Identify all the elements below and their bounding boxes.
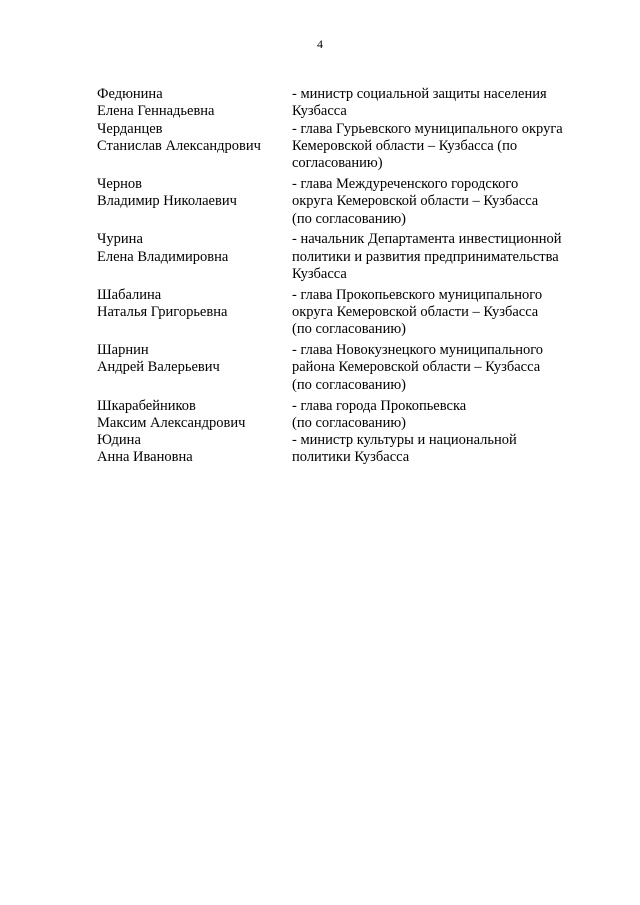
- member-list: [97, 86, 597, 467]
- member-entry: [97, 121, 597, 173]
- role-line: Кузбасса: [292, 265, 347, 282]
- role-line: политики Кузбасса: [292, 449, 410, 466]
- name-line: Черданцев: [97, 120, 163, 137]
- name-line: Елена Геннадьевна: [97, 103, 215, 120]
- member-name: [97, 121, 292, 173]
- member-role: [292, 176, 597, 228]
- name-line: Чернов: [97, 175, 142, 192]
- member-name: [97, 86, 292, 121]
- name-line: Юдина: [97, 432, 141, 449]
- role-line: - глава Прокопьевского муниципального: [292, 286, 543, 303]
- role-line: - министр социальной защиты населения: [292, 86, 547, 102]
- name-line: Шабалина: [97, 286, 162, 303]
- member-name: [97, 287, 292, 339]
- member-role: [292, 231, 597, 283]
- member-role: [292, 86, 597, 121]
- member-name: [97, 231, 292, 283]
- role-line: (по согласованию): [292, 321, 406, 338]
- member-name: [97, 342, 292, 394]
- member-entry: [97, 398, 597, 433]
- role-line: (по согласованию): [292, 376, 406, 393]
- role-line: - глава Междуреченского городского: [292, 175, 519, 192]
- member-name: [97, 398, 292, 433]
- role-line: - начальник Департамента инвестиционной: [292, 231, 562, 248]
- role-line: Кемеровской области – Кузбасса (по: [292, 137, 518, 154]
- name-line: Чурина: [97, 231, 143, 248]
- member-role: [292, 287, 597, 339]
- role-line: - глава Новокузнецкого муниципального: [292, 342, 544, 359]
- name-line: Владимир Николаевич: [97, 193, 237, 210]
- member-entry: [97, 231, 597, 283]
- member-role: [292, 432, 597, 467]
- member-role: [292, 398, 597, 433]
- name-line: Анна Ивановна: [97, 449, 193, 466]
- member-entry: [97, 287, 597, 339]
- role-line: округа Кемеровской области – Кузбасса: [292, 193, 539, 210]
- role-line: согласованию): [292, 155, 383, 172]
- page-number: 4: [317, 37, 323, 51]
- member-role: [292, 342, 597, 394]
- name-line: Станислав Александрович: [97, 137, 261, 154]
- name-line: Федюнина: [97, 86, 163, 102]
- member-entry: [97, 176, 597, 228]
- role-line: - глава города Прокопьевска: [292, 397, 467, 414]
- name-line: Андрей Валерьевич: [97, 359, 220, 376]
- member-role: [292, 121, 597, 173]
- role-line: (по согласованию): [292, 414, 406, 431]
- role-line: района Кемеровской области – Кузбасса: [292, 359, 541, 376]
- role-line: Кузбасса: [292, 103, 347, 120]
- role-line: - министр культуры и национальной: [292, 432, 517, 449]
- name-line: Шарнин: [97, 342, 149, 359]
- name-line: Максим Александрович: [97, 414, 246, 431]
- name-line: Елена Владимировна: [97, 248, 229, 265]
- member-name: [97, 176, 292, 228]
- role-line: - глава Гурьевского муниципального округа: [292, 120, 563, 137]
- member-entry: [97, 342, 597, 394]
- name-line: Наталья Григорьевна: [97, 304, 228, 321]
- role-line: округа Кемеровской области – Кузбасса: [292, 304, 539, 321]
- member-entry: [97, 86, 597, 121]
- name-line: Шкарабейников: [97, 397, 196, 414]
- role-line: (по согласованию): [292, 210, 406, 227]
- member-entry: [97, 432, 597, 467]
- role-line: политики и развития предпринимательства: [292, 248, 559, 265]
- member-name: [97, 432, 292, 467]
